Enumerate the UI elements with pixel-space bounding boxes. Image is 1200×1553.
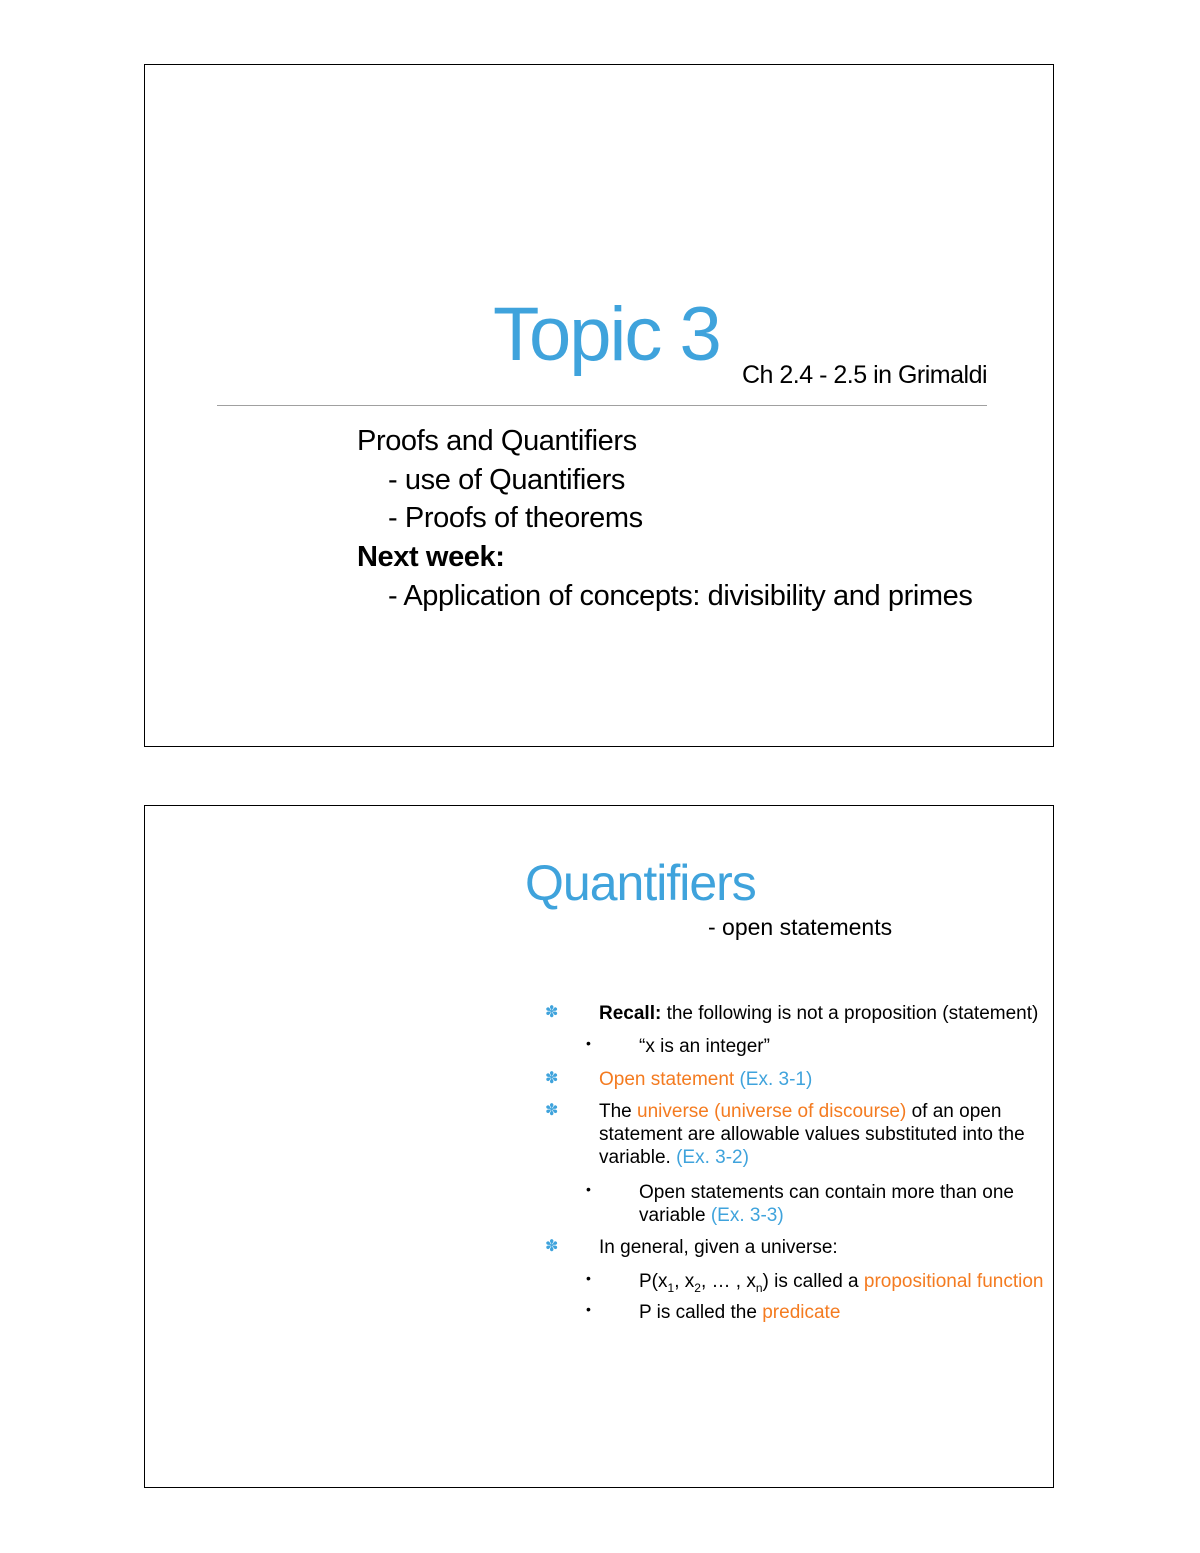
slide-title: Quantifiers	[525, 855, 756, 911]
slide-title: Topic 3	[493, 292, 720, 377]
bullet-recall	[599, 1002, 1038, 1025]
outline-line-5: - Application of concepts: divisibility and primes	[388, 580, 973, 612]
sub-bullet-multi-var-line1: Open statements can contain more than one	[639, 1182, 1014, 1203]
sub-bullet-predicate	[639, 1301, 840, 1324]
flower-bullet-icon: ✽	[545, 1004, 559, 1021]
outline-line-2: - use of Quantifiers	[388, 464, 625, 496]
bullet-in-general: In general, given a universe:	[599, 1237, 838, 1258]
example-ref: (Ex. 3-3)	[710, 1205, 784, 1226]
text: P is called the	[639, 1302, 763, 1323]
subscript: n	[755, 1280, 763, 1295]
text: variable.	[599, 1147, 677, 1168]
bullet-open-statement	[599, 1068, 812, 1091]
text: The	[599, 1101, 638, 1122]
universe-term: universe (universe of discourse)	[637, 1101, 907, 1122]
outline-line-1: Proofs and Quantifiers	[357, 425, 637, 457]
propositional-function-term: propositional function	[863, 1271, 1044, 1292]
text: P(x	[639, 1271, 668, 1292]
slide-quantifiers	[144, 805, 1054, 1488]
predicate-term: predicate	[762, 1302, 841, 1323]
sub-bullet-example: “x is an integer”	[639, 1036, 770, 1057]
bullet-universe-line3	[599, 1146, 749, 1169]
slide-subtitle: - open statements	[708, 914, 893, 940]
text: , x	[674, 1271, 695, 1292]
slide-topic-3	[144, 64, 1054, 747]
sub-bullet-multi-var-line2	[639, 1204, 784, 1227]
example-ref: (Ex. 3-2)	[676, 1147, 749, 1168]
title-divider	[217, 405, 987, 406]
text: ) is called a	[762, 1271, 864, 1292]
outline-line-4: Next week:	[357, 541, 505, 573]
outline-line-3: - Proofs of theorems	[388, 502, 643, 534]
bullet-universe-line1	[599, 1100, 1001, 1123]
subscript: 2	[694, 1280, 701, 1295]
subscript: 1	[667, 1280, 675, 1295]
flower-bullet-icon: ✽	[545, 1102, 559, 1119]
flower-bullet-icon: ✽	[545, 1238, 559, 1255]
dot-bullet-icon: •	[586, 1301, 591, 1317]
text: variable	[639, 1205, 711, 1226]
recall-text: the following is not a proposition (statement)	[661, 1003, 1039, 1024]
example-ref: (Ex. 3-1)	[734, 1069, 813, 1090]
dot-bullet-icon: •	[586, 1035, 591, 1051]
bullet-universe-line2: statement are allowable values substituted into the	[599, 1124, 1025, 1145]
flower-bullet-icon: ✽	[545, 1070, 559, 1087]
slide-subtitle: Ch 2.4 - 2.5 in Grimaldi	[742, 361, 988, 389]
open-statement-term: Open statement	[599, 1069, 735, 1090]
text: , … , x	[700, 1271, 756, 1292]
dot-bullet-icon: •	[586, 1181, 591, 1197]
dot-bullet-icon: •	[586, 1270, 591, 1286]
recall-label: Recall:	[599, 1003, 662, 1024]
text: of an open	[906, 1101, 1002, 1122]
sub-bullet-propositional-function	[639, 1270, 1043, 1300]
